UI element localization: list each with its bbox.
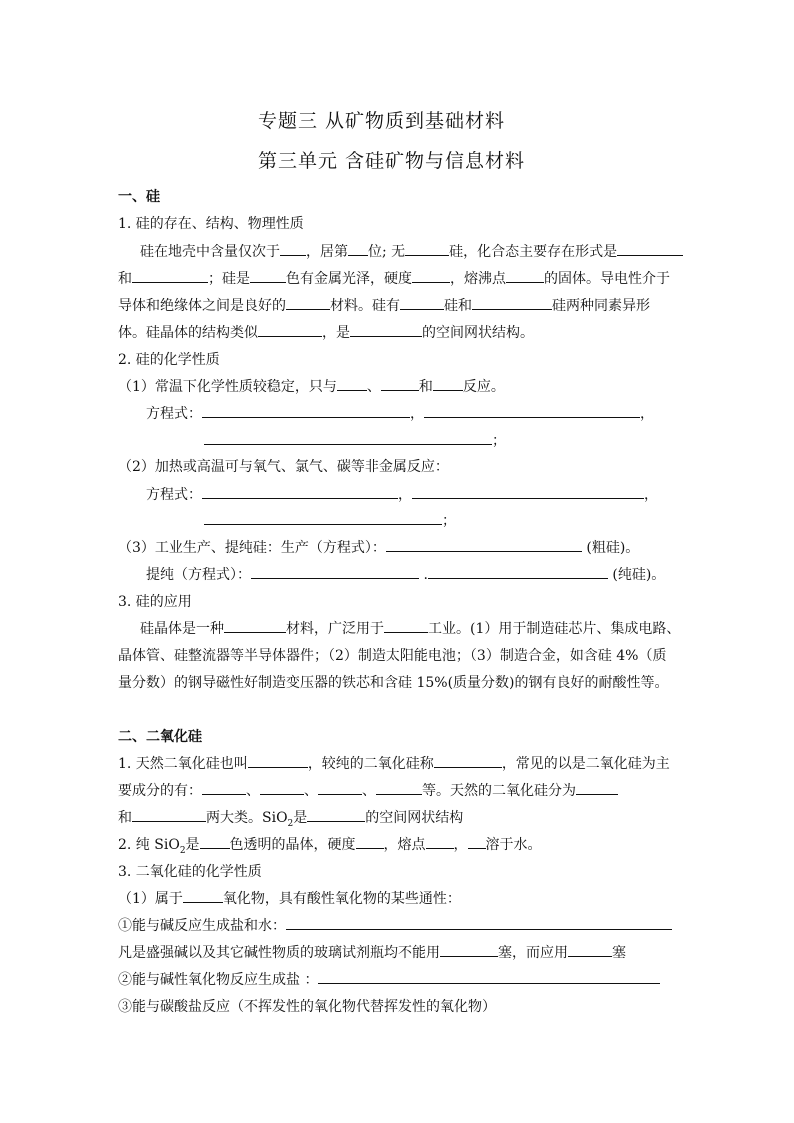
text-line: 提纯（方程式）： . (纯硅)。 (146, 567, 666, 583)
blank (617, 243, 683, 256)
text-line: ； (204, 430, 506, 450)
blank (433, 378, 463, 391)
blank (356, 836, 384, 849)
blank (376, 782, 422, 795)
blank (428, 566, 608, 579)
blank (386, 539, 582, 552)
subsection-heading: 1. 硅的存在、结构、物理性质 (118, 216, 304, 232)
blank (348, 243, 368, 256)
text-line: 量分数）的钢导磁性好制造变压器的铁芯和含硅 15%(质量分数)的钢有良好的耐酸性等。 (118, 675, 669, 691)
page-subtitle: 第三单元 含硅矿物与信息材料 (258, 150, 526, 172)
text-line: 1. 天然二氧化硅也叫 ，较纯的二氧化硅称 ，常见的以是二氧化硅为主 (118, 756, 670, 772)
blank (468, 836, 486, 849)
subsection-heading: 3. 硅的应用 (118, 594, 192, 610)
blank (280, 243, 306, 256)
text-line: （3）工业生产、提纯硅：生产（方程式）： (粗硅)。 (118, 540, 640, 556)
text-line: 方程式： ， ， (146, 487, 658, 503)
blank (412, 270, 450, 283)
blank (183, 890, 223, 903)
blank (337, 378, 367, 391)
blank (350, 324, 422, 337)
text-line: 要成分的有： 、 、 、 等。天然的二氧化硅分为 (118, 780, 618, 800)
subsection-heading: 2. 硅的化学性质 (118, 352, 220, 368)
blank (318, 782, 362, 795)
blank (307, 809, 365, 822)
text-line: 方程式： ， ， (146, 406, 654, 422)
text-line: ③能与碳酸盐反应（不挥发性的氧化物代替挥发性的氧化物） (118, 999, 496, 1015)
text-line: 硅晶体是一种 材料，广泛用于 工业。(1）用于制造硅芯片、集成电路、 (140, 621, 681, 637)
blank (472, 297, 552, 310)
text-line: ②能与碱性氧化物反应生成盐 ： (118, 969, 660, 989)
text-line: 硅在地壳中含量仅次于 ，居第 位; 无 硅，化合态主要存在形式是 (140, 241, 683, 261)
blank (568, 944, 612, 957)
blank (260, 782, 304, 795)
blank (286, 917, 672, 930)
text-line: ①能与碱反应生成盐和水： (118, 915, 672, 935)
text-line: 2. 纯 SiO$_2$是 色透明的晶体，硬度 ，熔点 ， 溶于水。 (118, 837, 542, 856)
blank (381, 378, 419, 391)
text-line: 凡是盛强碱以及其它碱性物质的玻璃试剂瓶均不能用 塞，而应用 塞 (118, 945, 626, 961)
blank (318, 971, 660, 984)
blank (202, 782, 246, 795)
text-line: 体。硅晶体的结构类似 ，是 的空间网状结构。 (118, 325, 534, 341)
blank (200, 836, 230, 849)
blank (286, 297, 330, 310)
blank (424, 405, 640, 418)
text-line: ； (204, 510, 456, 530)
blank (224, 620, 286, 633)
text-line: （2）加热或高温可与氧气、氯气、碳等非金属反应： (118, 459, 449, 475)
blank (202, 405, 410, 418)
blank (506, 270, 544, 283)
blank (434, 755, 502, 768)
blank (258, 324, 322, 337)
blank (576, 782, 618, 795)
blank (248, 755, 308, 768)
blank (250, 270, 286, 283)
blank (412, 486, 644, 499)
text-line: （1）常温下化学性质较稳定，只与 、 和 反应。 (118, 379, 505, 395)
text-line: （1）属于 氧化物，具有酸性氧化物的某些通性： (118, 891, 461, 907)
blank (384, 620, 428, 633)
blank (204, 512, 442, 525)
blank (440, 944, 498, 957)
section-heading-silicon: 一、硅 (118, 189, 160, 205)
blank (202, 486, 398, 499)
text-line: 晶体管、硅整流器等半导体器件；（2）制造太阳能电池；（3）制造合金，如含硅 4%（质 (118, 648, 667, 664)
section-heading-silica: 二、二氧化硅 (118, 729, 202, 745)
text-line: 和 两大类。SiO$_2$是 的空间网状结构 (118, 810, 464, 829)
blank (400, 297, 444, 310)
text-line: 导体和绝缘体之间是良好的 材料。硅有 硅和 硅两种同素异形 (118, 298, 650, 314)
subsection-heading: 3. 二氧化硅的化学性质 (118, 864, 262, 880)
page-title: 专题三 从矿物质到基础材料 (258, 110, 506, 132)
blank (204, 432, 492, 445)
blank (405, 243, 449, 256)
blank (132, 270, 208, 283)
blank (426, 836, 454, 849)
text-line: 和 ；硅是 色有金属光泽，硬度 ，熔沸点 的固体。导电性介于 (118, 271, 670, 287)
blank (251, 566, 419, 579)
blank (132, 809, 206, 822)
